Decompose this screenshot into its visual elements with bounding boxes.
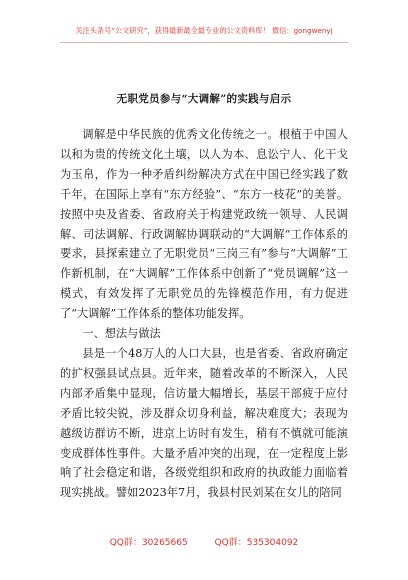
document-body	[60, 125, 348, 503]
footer-qq-group-1: QQ群：30265665	[109, 538, 188, 548]
body-paragraph: 县是一个48万人的人口大县，也是省委、省政府确定的扩权强县试点县。近年来，随着改革的不断深入，人民内部矛盾集中显现，信访量大幅增长，基层干部疲于应付矛盾比较尖锐，涉及群众切身利益，解决难度大；表现为越级访群访不断，进京上访时有发生，稍有不慎就可能演变成群体性事件。大量矛盾冲突的出现，在一定程度上影响了社会稳定和谐，各级党组织和政府的执政能力面临着现实挑战。譬如2023年7月，我县村民刘某在女儿的陪同	[60, 346, 348, 500]
body-paragraph: 调解是中华民族的优秀文化传统之一。根植于中国人以和为贵的传统文化土壤，以人为本、息讼宁人、化干戈为玉帛，作为一种矛盾纠纷解决方式在中国已经实践了数千年，在国际上享有“东方经验”、“东方一枝花”的美誉。按照中央及省委、省政府关于构建党政统一领导、人民调解、司法调解、行政调解协调联动的“大调解”工作体系的要求，县探索建立了无职党员“三岗三有”参与“大调解”工作新机制，在“大调解”工作体系中创新了“党员调解”这一模式，有效发挥了无职党员的先锋模范作用，有力促进了“大调解”工作体系的整体功能发挥。	[60, 128, 348, 321]
footer-contact	[0, 535, 408, 548]
header-divider	[60, 42, 348, 43]
footer-qq-group-2: QQ群：535304092	[214, 538, 299, 548]
section-heading: 一、想法与做法	[82, 327, 161, 341]
header-banner: 关注头条号“公文研究”，获得最新最全最专业的公文资料库！ 微信：gongwenyj	[75, 26, 333, 35]
document-title: 无职党员参与“大调解”的实践与启示	[116, 93, 292, 105]
